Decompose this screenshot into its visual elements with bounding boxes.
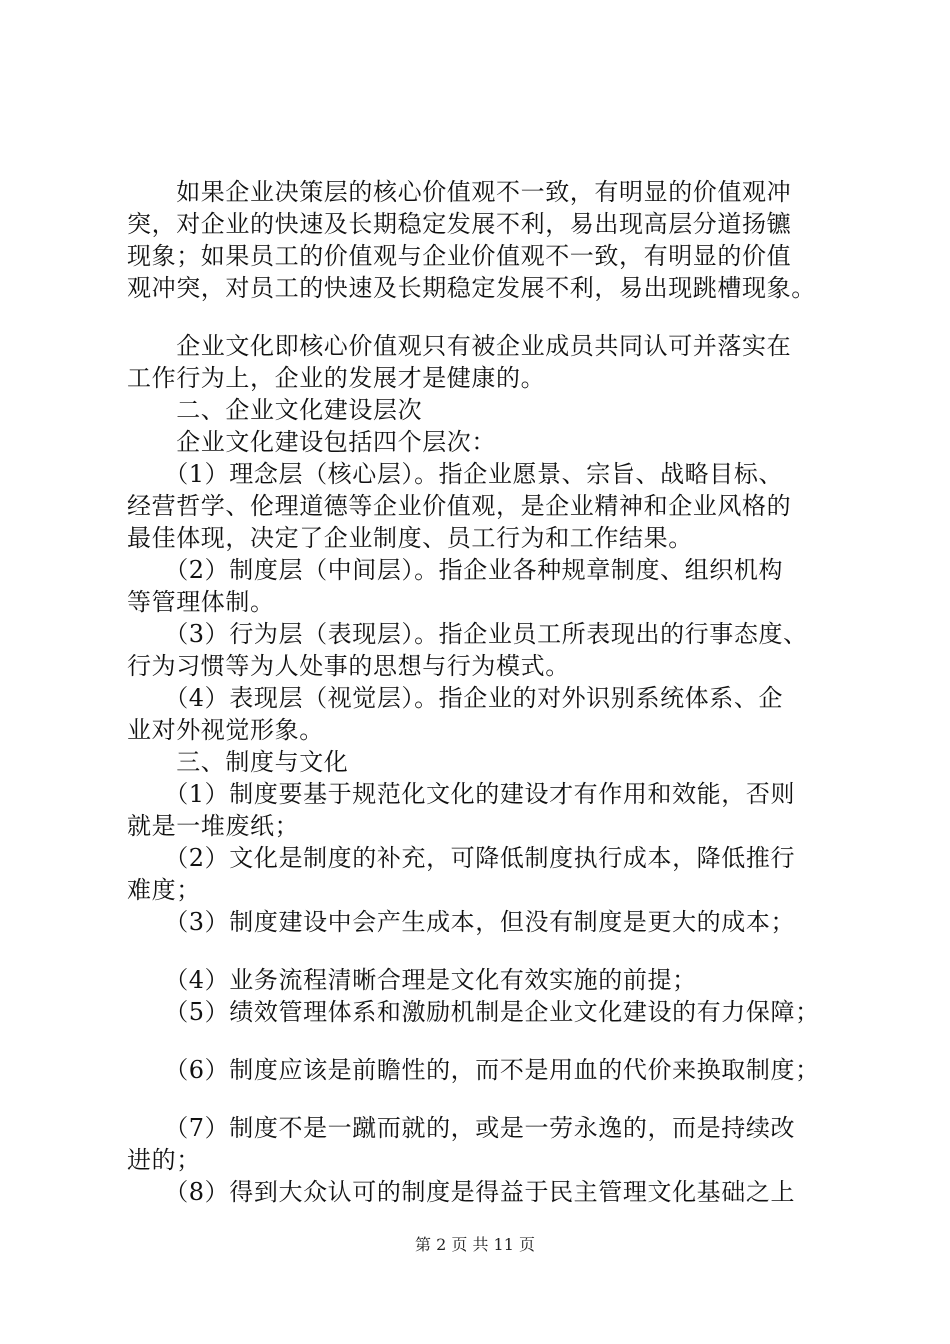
text-line: （3）制度建设中会产生成本，但没有制度是更大的成本；: [127, 908, 796, 936]
text-line: （1）理念层（核心层）。指企业愿景、宗旨、战略目标、: [127, 460, 784, 488]
text-line: 最佳体现，决定了企业制度、员工行为和工作结果。: [127, 524, 693, 552]
text-line: （4）表现层（视觉层）。指企业的对外识别系统体系、企: [127, 684, 784, 712]
text-line: （2）制度层（中间层）。指企业各种规章制度、组织机构: [127, 556, 784, 584]
text-line: （5）绩效管理体系和激励机制是企业文化建设的有力保障；: [127, 998, 820, 1026]
text-line: 工作行为上，企业的发展才是健康的。: [127, 364, 546, 392]
page-footer: 第 2 页 共 11 页: [415, 1235, 535, 1254]
text-line: 现象；如果员工的价值观与企业价值观不一致，有明显的价值: [127, 242, 792, 270]
text-line: 企业文化即核心价值观只有被企业成员共同认可并落实在: [127, 332, 792, 360]
text-line: 等管理体制。: [127, 588, 275, 616]
text-line: 业对外视觉形象。: [127, 716, 324, 744]
section-heading: 二、企业文化建设层次: [127, 396, 423, 424]
text-line: （1）制度要基于规范化文化的建设才有作用和效能，否则: [127, 780, 796, 808]
text-line: 难度；: [127, 876, 201, 904]
text-line: 经营哲学、伦理道德等企业价值观，是企业精神和企业风格的: [127, 492, 792, 520]
text-line: （8）得到大众认可的制度是得益于民主管理文化基础之上: [127, 1178, 796, 1206]
text-line: （2）文化是制度的补充，可降低制度执行成本，降低推行: [127, 844, 796, 872]
text-line: 就是一堆废纸；: [127, 812, 300, 840]
text-line: （6）制度应该是前瞻性的，而不是用血的代价来换取制度；: [127, 1056, 820, 1084]
text-line: 企业文化建设包括四个层次：: [127, 428, 496, 456]
text-line: 进的；: [127, 1146, 201, 1174]
text-line: 突，对企业的快速及长期稳定发展不利，易出现高层分道扬镳: [127, 210, 792, 238]
text-line: （3）行为层（表现层）。指企业员工所表现出的行事态度、: [127, 620, 808, 648]
text-line: 行为习惯等为人处事的思想与行为模式。: [127, 652, 570, 680]
text-line: 观冲突，对员工的快速及长期稳定发展不利，易出现跳槽现象。: [127, 274, 816, 302]
section-heading: 三、制度与文化: [127, 748, 349, 776]
text-line: （7）制度不是一蹴而就的，或是一劳永逸的，而是持续改: [127, 1114, 796, 1142]
text-line: 如果企业决策层的核心价值观不一致，有明显的价值观冲: [127, 178, 792, 206]
text-line: （4）业务流程清晰合理是文化有效实施的前提；: [127, 966, 697, 994]
